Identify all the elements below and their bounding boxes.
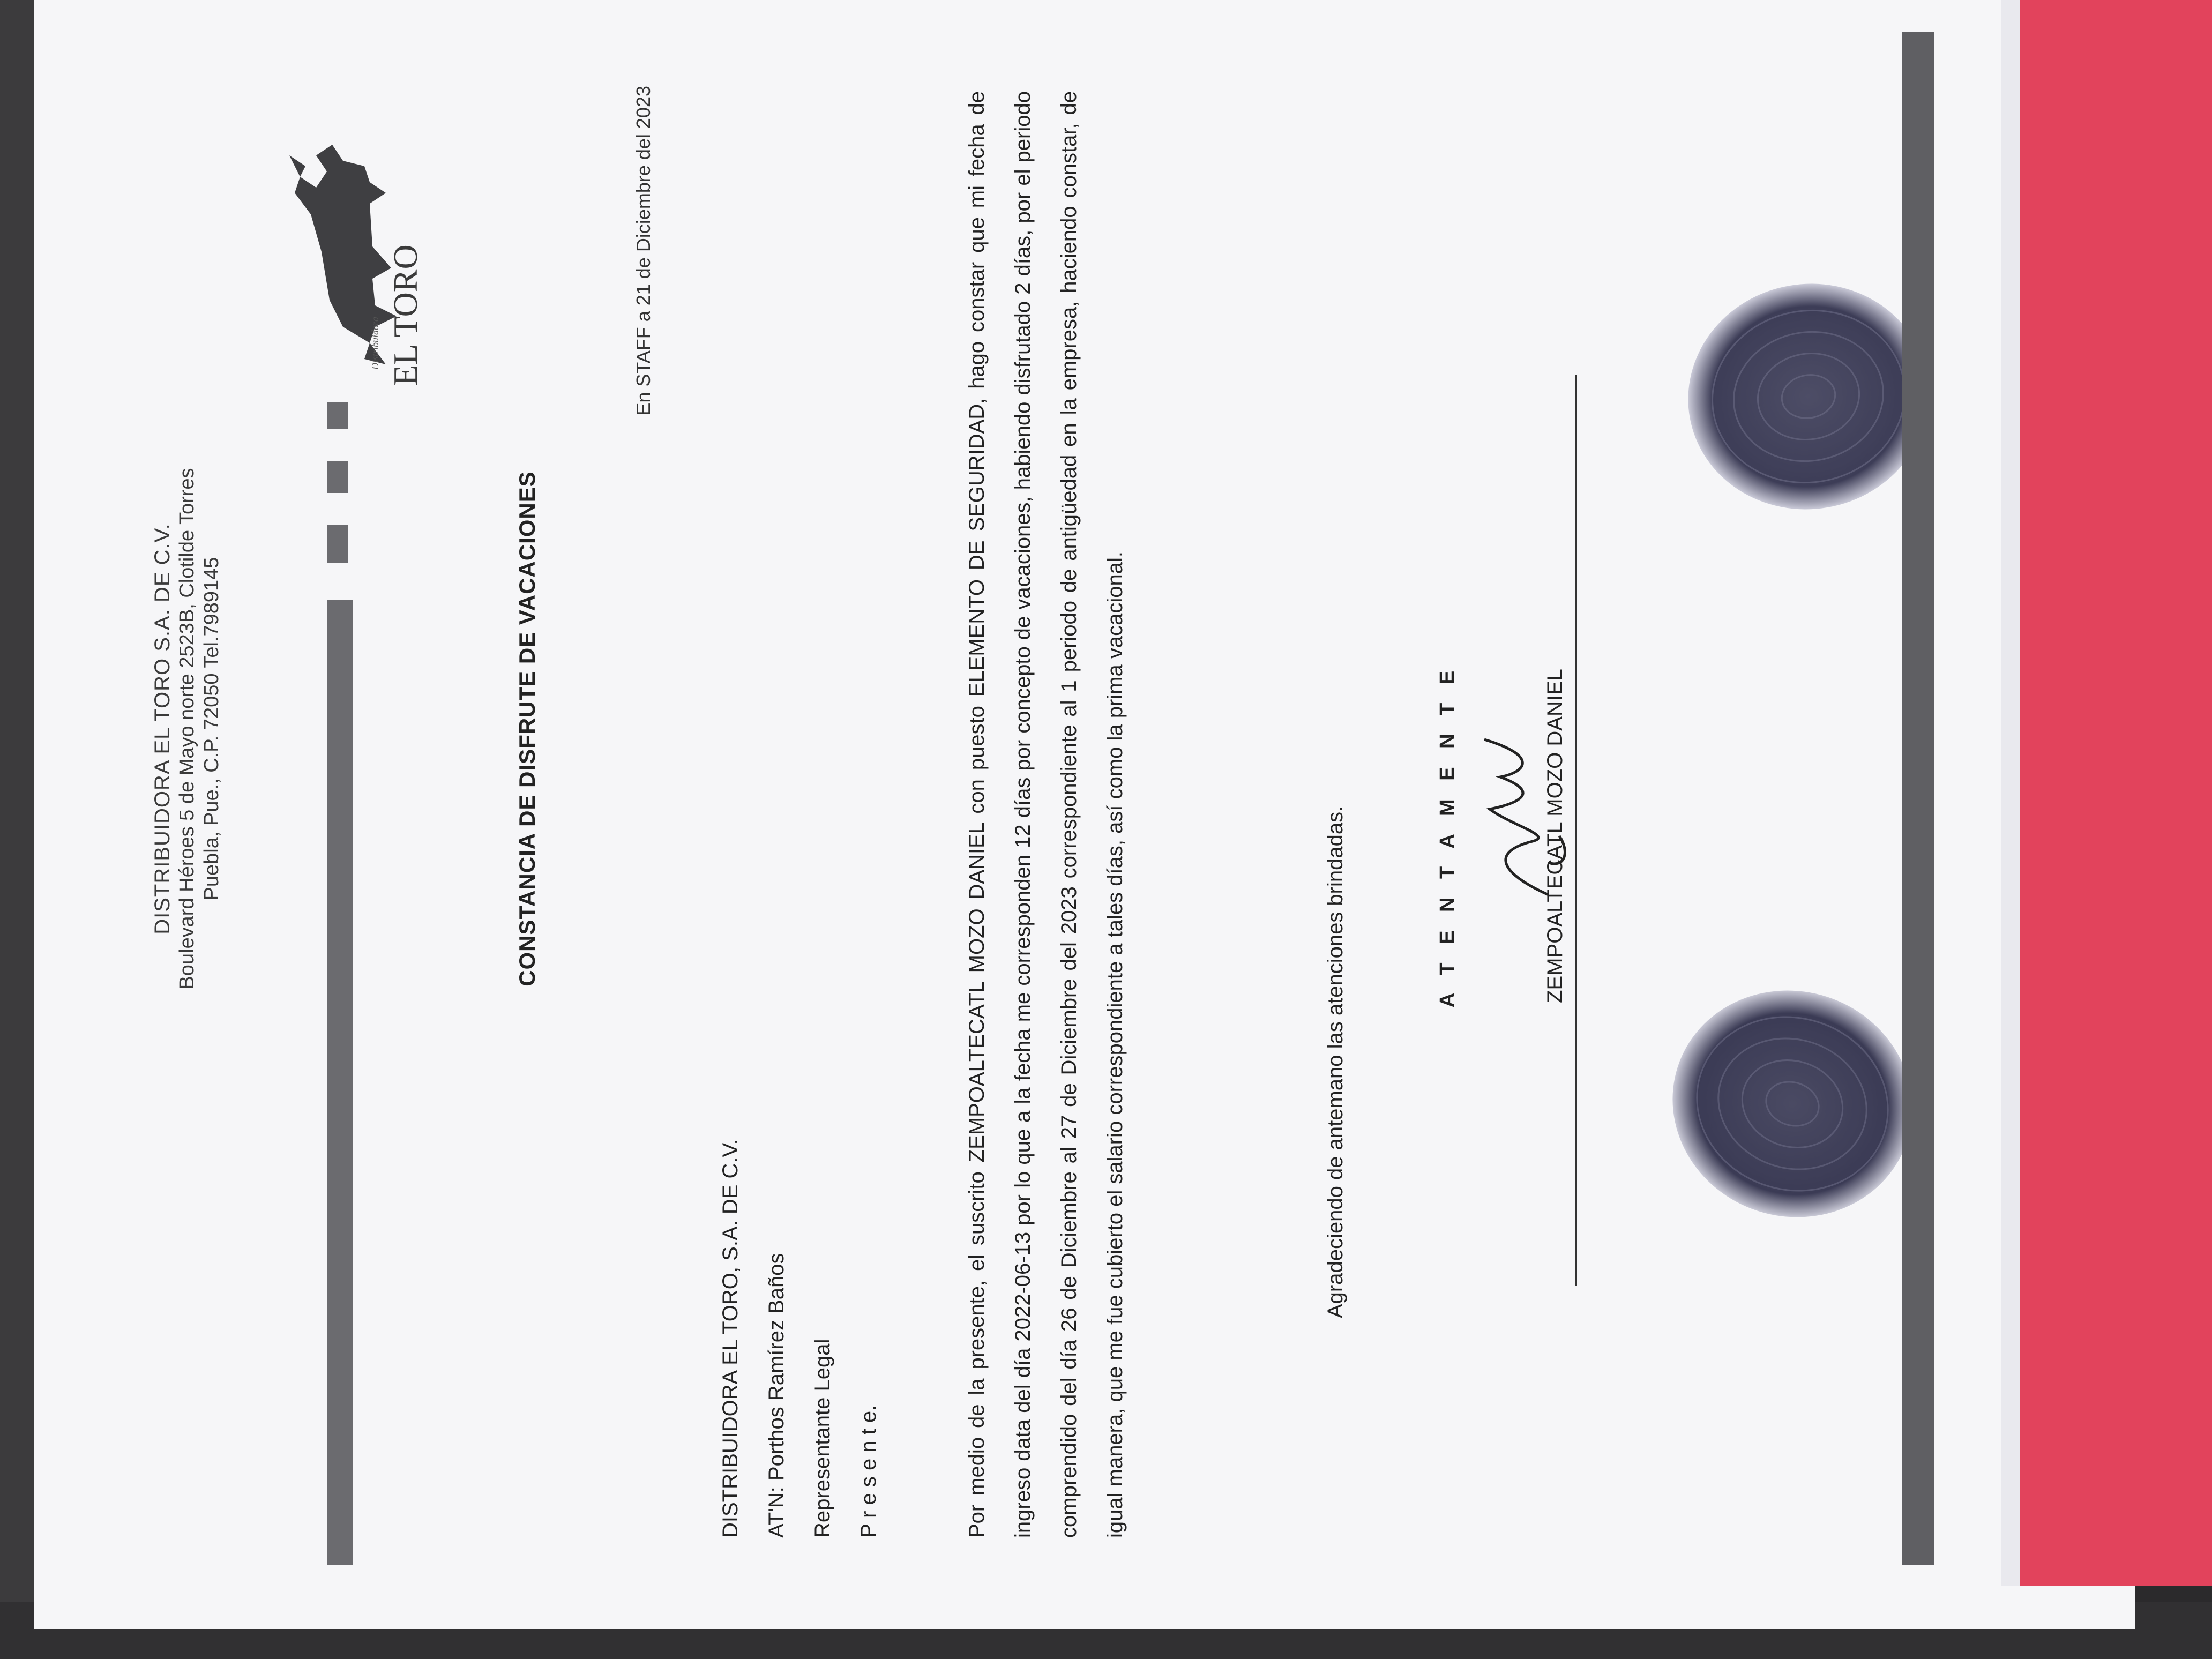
letterhead (150, 354, 224, 1104)
header-bar (327, 600, 353, 1565)
el-toro-logo (279, 107, 472, 407)
logo-small-text: Distribuidora (370, 316, 380, 370)
header-bar-segment (327, 525, 348, 563)
signer-name: ZEMPOALTECATL MOZO DANIEL (1543, 669, 1567, 1003)
company-address-line2: Puebla, Pue., C.P. 72050 Tel.7989145 (200, 557, 223, 901)
document-title: CONSTANCIA DE DISFRUTE DE VACACIONES (514, 471, 540, 987)
logo-text: EL TORO (386, 244, 424, 386)
closing-line: Agradeciendo de antemano las atenciones brindadas. (1324, 805, 1347, 1318)
sign-off: A T E N T A M E N T E (1436, 664, 1459, 1008)
addressee-role: Representante Legal (811, 1339, 834, 1538)
folder-edge (2001, 0, 2023, 1586)
header-bar-segment (327, 461, 348, 493)
footer-bar (1902, 32, 1934, 1565)
addressee-company: DISTRIBUIDORA EL TORO, S.A. DE C.V. (719, 1139, 742, 1538)
body-paragraph: Por medio de la presente, el suscrito ZEMPOALTECATL MOZO DANIEL con puesto ELEMENTO DE SEGURIDAD, hago constar que mi fecha de ingreso data del día 2022-06-13 por lo que a la fecha me corresponden 12 días por concepto de vacaciones, habiendo disfrutado 2 días, por el periodo comprendido del día 26 de Diciembre al 27 de Diciembre del 2023 correspondiente al 1 periodo de antigüedad en la empresa, haciendo constar, de igual manera, que me fue cubierto el salario correspondiente a tales días, así como la prima vacacional. (965, 91, 1127, 1538)
signature-line (1575, 375, 1577, 1286)
addressee-block (707, 788, 892, 1538)
dateline: En STAFF a 21 de Diciembre del 2023 (632, 86, 654, 416)
company-address-line1: Boulevard Héroes 5 de Mayo norte 2523B, Clotilde Torres (176, 468, 198, 990)
company-name: DISTRIBUIDORA EL TORO S.A. DE C.V. (151, 523, 174, 935)
red-folder (2020, 0, 2212, 1586)
header-bar-segment (327, 402, 348, 429)
addressee-presente: P r e s e n t e. (857, 1404, 880, 1538)
document-page (21, 59, 1961, 1586)
addressee-attn: AT'N: Porthos Ramírez Baños (765, 1253, 788, 1538)
